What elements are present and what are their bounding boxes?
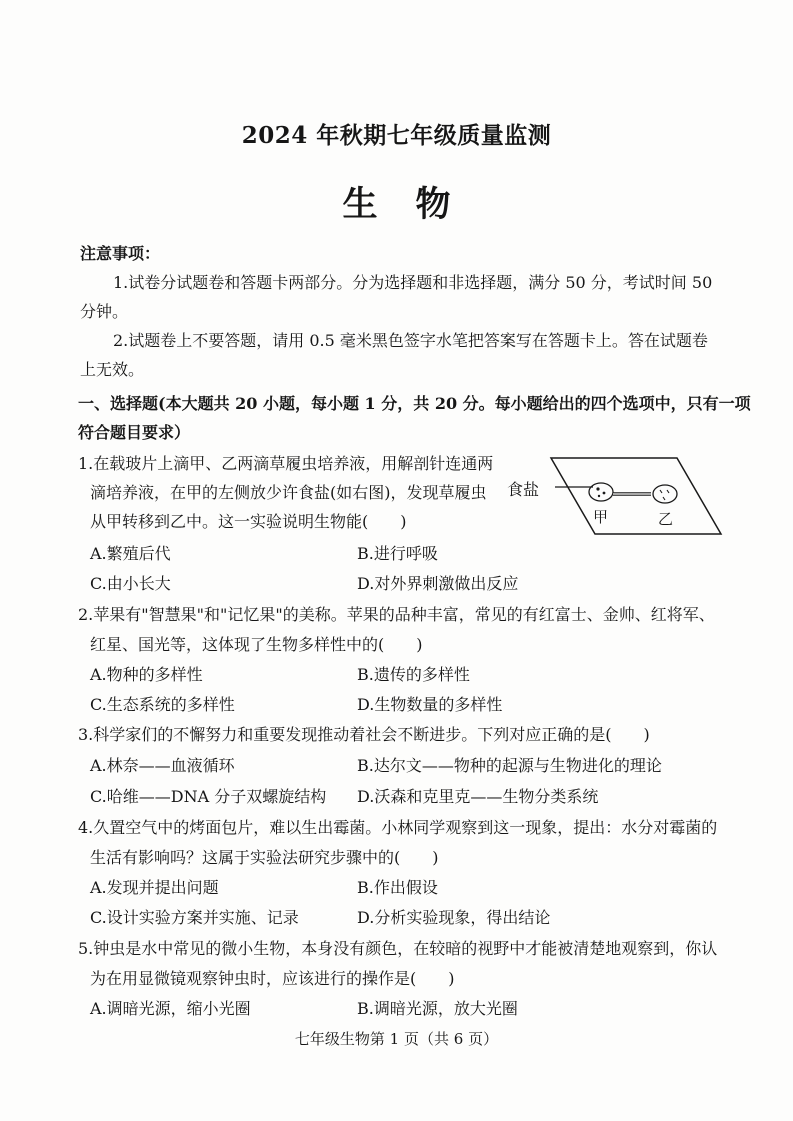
q2-stem-line1: 2.苹果有"智慧果"和"记忆果"的美称。苹果的品种丰富，常见的有红富士、金帅、红将军、 [78,605,715,624]
q5-stem-line2: 为在用显微镜观察钟虫时，应该进行的操作是( ) [90,969,455,988]
slide-experiment-figure [503,452,723,542]
q3-option-c: C.哈维——DNA 分子双螺旋结构 [90,787,327,806]
salt-label: 食盐 [507,480,540,499]
drop-yi [653,485,677,503]
notice-item1-line1: 1.试卷分试题卷和答题卡两部分。分为选择题和非选择题，满分 50 分，考试时间 50 [113,273,713,292]
q1-option-c: C.由小长大 [90,574,171,593]
jia-label: 甲 [593,508,609,526]
q5-option-b: B.调暗光源，放大光圈 [357,999,518,1018]
notice-heading: 注意事项： [80,244,161,263]
drop-jia [589,483,613,501]
q4-stem-line2: 生活有影响吗？这属于实验法研究步骤中的( ) [90,848,439,867]
q4-option-d: D.分析实验现象，得出结论 [357,908,551,927]
notice-item2-line2: 上无效。 [80,360,145,379]
q3-option-b: B.达尔文——物种的起源与生物进化的理论 [357,756,662,775]
q1-stem-line3: 从甲转移到乙中。这一实验说明生物能( ) [90,512,407,531]
q5-stem-line1: 5.钟虫是水中常见的微小生物，本身没有颜色，在较暗的视野中才能被清楚地观察到，你认 [78,939,718,958]
q2-option-d: D.生物数量的多样性 [357,695,503,714]
q2-option-c: C.生态系统的多样性 [90,695,235,714]
q2-option-a: A.物种的多样性 [90,665,203,684]
section1-heading-line1: 一、选择题(本大题共 20 小题，每小题 1 分，共 20 分。每小题给出的四个选项中，只有一项 [78,394,751,413]
q1-option-a: A.繁殖后代 [90,544,171,563]
exam-title: 2024 年秋期七年级质量监测 [241,122,552,149]
q5-option-a: A.调暗光源，缩小光圈 [90,999,251,1018]
q1-stem-line2: 滴培养液，在甲的左侧放少许食盐(如右图)，发现草履虫 [90,483,487,502]
q1-option-b: B.进行呼吸 [357,544,438,563]
notice-item1-line2: 分钟。 [80,302,129,321]
q4-stem-line1: 4.久置空气中的烤面包片，难以生出霉菌。小林同学观察到这一现象，提出：水分对霉菌的 [78,818,718,837]
q1-stem-line1: 1.在载玻片上滴甲、乙两滴草履虫培养液，用解剖针连通两 [78,454,494,473]
q3-option-d: D.沃森和克里克——生物分类系统 [357,787,599,806]
q4-option-b: B.作出假设 [357,878,438,897]
notice-item2-line1: 2.试题卷上不要答题，请用 0.5 毫米黑色签字水笔把答案写在答题卡上。答在试题卷 [113,331,708,350]
q1-option-d: D.对外界刺激做出反应 [357,574,519,593]
glass-slide-outline [551,458,721,534]
q4-option-a: A.发现并提出问题 [90,878,219,897]
q3-option-a: A.林奈——血液循环 [90,756,235,775]
section1-heading-line2: 符合题目要求） [78,423,191,442]
q2-option-b: B.遗传的多样性 [357,665,470,684]
q3-stem-line1: 3.科学家们的不懈努力和重要发现推动着社会不断进步。下列对应正确的是( ) [78,725,650,744]
q4-option-c: C.设计实验方案并实施、记录 [90,908,299,927]
subject-title: 生物 [342,184,489,225]
page-footer: 七年级生物第 1 页（共 6 页） [294,1030,499,1048]
q2-stem-line2: 红星、国光等，这体现了生物多样性中的( ) [90,635,423,654]
yi-label: 乙 [658,510,674,528]
